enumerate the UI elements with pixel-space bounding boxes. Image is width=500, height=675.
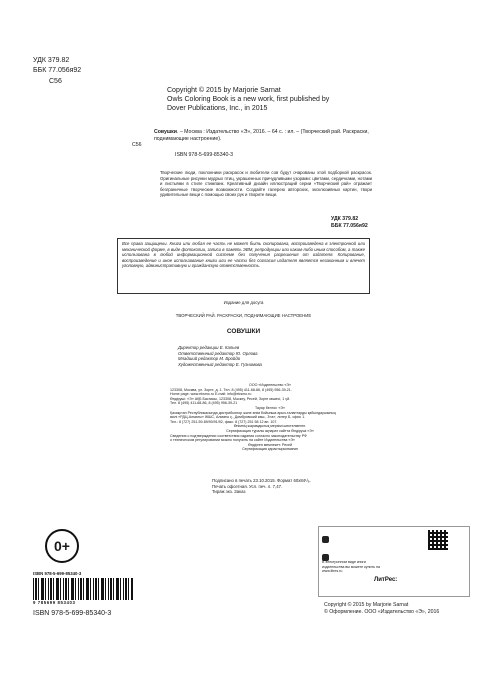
- credit-line: Младший редактор М. Бройдо: [178, 356, 241, 362]
- bbk-code: ББК 77.056я92: [33, 67, 82, 74]
- catalog-title-rest: . – Москва : Издательство «Э», 2016. – 64 с. : ил. – (Творческий рай. Раскраски, поднимающие настроение).: [154, 129, 369, 142]
- publisher-line: Сертификация қарастырылмаған: [242, 447, 298, 452]
- publisher-block: [170, 383, 370, 452]
- print-line: Подписано в печать 23.10.2015. Формат 60x84¹/₈.: [212, 478, 311, 483]
- publisher-line: өкілі «РДЦ-Алматы» ЖШС, Алматы қ., Домбровский көш., 3«а», литер Б, офис 1.: [170, 415, 306, 420]
- barcode-isbn: ISBN 978-5-699-85340-3: [33, 571, 82, 576]
- publisher-line: Тел. 8 (495) 411-68-86, 8 (495) 956-39-21: [170, 401, 238, 406]
- catalog-title: Совушки: [154, 129, 177, 135]
- catalog-annotation: Творческие люди, поклонники раскрасок и любители сов будут очарованы этой подборкой раскрасок. Оригинальные рисунки мудрых птиц, украшенных причудливыми узорами: цветами, сердечками, нотами и листьями в стиле стимпанк. Креативный дизайн иллюстраций серии «Творческий рай» отражает безграничные творческие возможности. Создайте галерею авторских, эксклюзивных картин, твори удивительные вещи с помощью своих рук и творите вещи.: [160, 170, 372, 198]
- barcode-digits: 9 785699 853403: [33, 599, 76, 605]
- copyright-bottom: [324, 602, 494, 616]
- credit-line: Художественный редактор Е. Гузнимова: [178, 361, 262, 367]
- catalog-isbn: ISBN 978-5-699-85340-3: [175, 152, 233, 158]
- print-line: Печать офсетная. Усл. печ. л. 7,47.: [212, 483, 283, 489]
- udk-code: УДК 379.82: [33, 57, 70, 64]
- publisher-line: Сведения о подтверждении соответствия издания согласно законодательству РФ: [170, 433, 307, 438]
- catalog-udk: УДК 379.82: [331, 216, 359, 222]
- publisher-line: Қазақстан Республикасында дистрибьютор және өнім бойынша арыз-талаптарды қабылдаушының: [170, 410, 336, 415]
- publisher-line: Сертификация туралы ақпарат сайтта Өндіруші «Э»: [226, 428, 314, 433]
- print-info: [212, 478, 372, 495]
- catalog-bbk: ББК 77.056я92: [331, 223, 368, 229]
- ebook-box: [318, 526, 470, 597]
- copyright-line: Dover Publications, Inc., in 2015: [167, 105, 268, 112]
- barcode-block: [33, 571, 133, 605]
- copyright-bottom-line: © Оформление. ООО «Издательство «Э», 2016: [324, 609, 440, 615]
- publisher-line: Өндіруші: «Э» АҚБ Баспасы, 123308, Мәскеу, Ресей, Зорге көшесі, 1 үй.: [170, 396, 291, 401]
- litres-brand: ЛитРес:: [374, 577, 398, 583]
- barcode-bars: [33, 578, 133, 600]
- credit-line: Директор редакции Е. Капьев: [178, 345, 240, 350]
- rights-notice: Все права защищены. Книга или любая ее часть не может быть скопирована, воспроизведена в электронной или механической форме, в виде фотокопии, записи в память ЭВМ, репродукции или каким-либо иным способом, а также использована в любой информационной системе без получения разрешения от издателя. Копирование, воспроизведение и иное использование книги или ее части без согласия издателя является незаконным и влечет уголовную, административную и гражданскую ответственность.: [117, 238, 370, 294]
- catalog-code-inline: С56: [132, 142, 142, 148]
- publisher-line: Тел.: 8 (727) 251-59-89/90/91/92, факс: 8 (727) 251 58 12 вн. 107.: [170, 419, 278, 424]
- print-line: Тираж экз. Заказ: [212, 489, 246, 495]
- copyright-block: [167, 86, 367, 113]
- credit-line: Ответственный редактор Ю. Орлова: [178, 350, 258, 356]
- isbn-bottom: ISBN 978-5-699-85340-3: [33, 610, 112, 617]
- publisher-line: Өнімнің жарамдылық мерзімі шектелмеген.: [233, 424, 307, 429]
- age-rating-badge: 0+: [45, 529, 79, 563]
- publisher-line: 123308, Москва, ул. Зорге, д. 1. Тел. 8 (495) 411-68-86, 8 (495) 956-39-21.: [170, 387, 292, 392]
- copyright-bottom-line: Copyright © 2015 by Marjorie Sarnat: [324, 602, 409, 608]
- ebook-heading: В электронном виде книги издательства вы можете купить на www.litres.ru: [322, 560, 381, 574]
- publisher-line: о техническом регулировании можно получить на сайте Издательства «Э»: [170, 438, 295, 443]
- publisher-line: Тауар белгісі: «Э»: [254, 405, 286, 410]
- edition-type: Издание для досуга: [223, 300, 264, 305]
- app-icons: [322, 530, 340, 548]
- credits: [178, 345, 368, 367]
- book-title: СОВУШКИ: [226, 328, 261, 335]
- publisher-line: Өндірген мемлекет: Ресей: [247, 442, 293, 447]
- publisher-line: ООО «Издательство «Э»: [249, 383, 291, 387]
- catalog-record: [154, 129, 369, 143]
- catalog-code: С56: [49, 78, 62, 85]
- qr-code: [428, 530, 448, 550]
- app-store-icon: [322, 536, 329, 543]
- copyright-line: Copyright © 2015 by Marjorie Sarnat: [167, 87, 281, 94]
- publisher-line: Home page: www.eksmo.ru E-mail: info@eksmo.ru: [170, 392, 252, 397]
- copyright-line: Owls Coloring Book is a new work, first published by: [167, 96, 330, 103]
- series-line: ТВОРЧЕСКИЙ РАЙ. РАСКРАСКИ, ПОДНИМАЮЩИЕ НАСТРОЕНИЕ: [175, 313, 312, 318]
